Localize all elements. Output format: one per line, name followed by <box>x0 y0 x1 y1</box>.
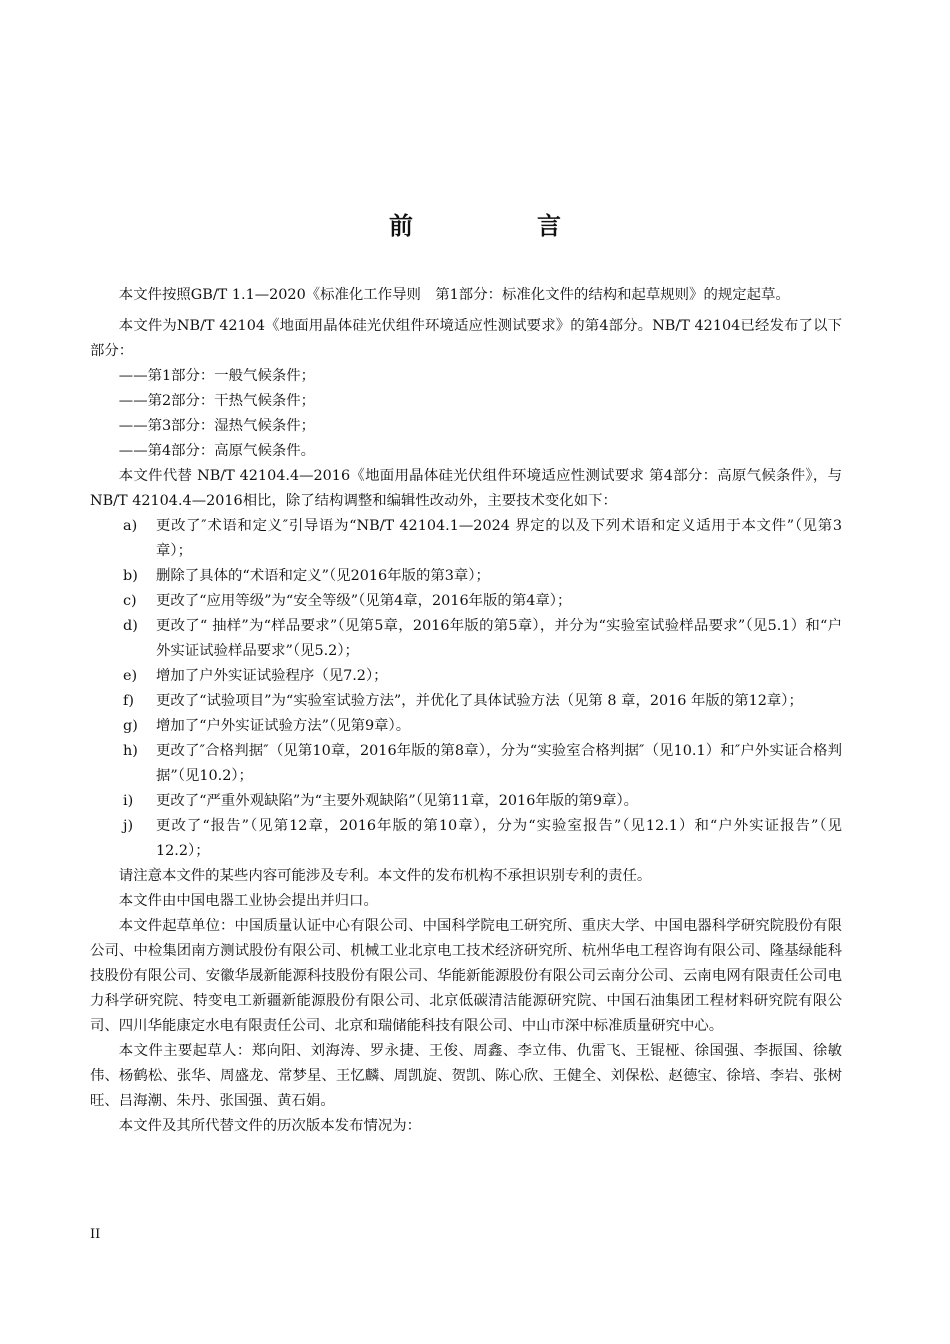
change-marker: j) <box>123 818 134 834</box>
change-item <box>90 589 842 614</box>
change-text: 删除了具体的“术语和定义”（见2016年版的第3章）； <box>156 568 490 584</box>
paragraph-replaces: 本文件代替 NB/T 42104.4—2016《地面用晶体硅光伏组件环境适应性测试要求 第4部分：高原气候条件》，与NB/T 42104.4—2016相比，除了结构调整和编辑性改动外，主要技术变化如下： <box>90 468 842 509</box>
part-item: ——第1部分：一般气候条件； <box>118 368 316 384</box>
change-item <box>90 664 842 689</box>
change-item <box>90 689 842 714</box>
change-text: 更改了“应用等级”为“安全等级”（见第4章，2016年版的第4章）； <box>156 593 572 609</box>
change-text: 更改了″术语和定义″引导语为“NB/T 42104.1—2024 界定的以及下列术语和定义适用于本文件”（见第3章）； <box>156 518 842 559</box>
change-text: 增加了“户外实证试验方法”（见第9章）。 <box>156 718 411 734</box>
page-number: II <box>90 1227 101 1242</box>
change-marker: g) <box>123 718 138 734</box>
change-text: 更改了“报告”（见第12章，2016年版的第10章），分为“实验室报告”（见12.1）和“户外实证报告”（见12.2）； <box>156 818 842 859</box>
part-item: ——第2部分：干热气候条件； <box>118 393 316 409</box>
changes-list <box>90 514 842 864</box>
change-item <box>90 789 842 814</box>
change-text: 增加了户外实证试验程序（见7.2）； <box>156 668 388 684</box>
change-item <box>90 614 842 664</box>
paragraph-drafting-rules: 本文件按照GB/T 1.1—2020《标准化工作导则 第1部分：标准化文件的结构和起草规则》的规定起草。 <box>118 287 790 303</box>
change-marker: i) <box>123 793 134 809</box>
paragraph-drafting-units: 本文件起草单位：中国质量认证中心有限公司、中国科学院电工研究所、重庆大学、中国电器科学研究院股份有限公司、中检集团南方测试股份有限公司、机械工业北京电工技术经济研究所、杭州华电工程咨询有限公司、隆基绿能科技股份有限公司、安徽华晟新能源科技股份有限公司、华能新能源股份有限公司云南分公司、云南电网有限责任公司电力科学研究院、特变电工新疆新能源股份有限公司、北京低碳清洁能源研究院、中国石油集团工程材料研究院有限公司、四川华能康定水电有限责任公司、北京和瑞储能科技有限公司、中山市深中标准质量研究中心。 <box>90 918 842 1034</box>
change-marker: a) <box>123 518 138 534</box>
page-title: 前 言 <box>389 212 611 240</box>
change-text: 更改了“严重外观缺陷”为“主要外观缺陷”（见第11章，2016年版的第9章）。 <box>156 793 639 809</box>
change-text: 更改了“试验项目”为“实验室试验方法”，并优化了具体试验方法（见第 8 章，2016 年版的第12章）； <box>156 693 803 709</box>
change-item <box>90 814 842 864</box>
document-body <box>90 283 842 1139</box>
change-item <box>90 714 842 739</box>
change-item <box>90 564 842 589</box>
paragraph-patent-notice: 请注意本文件的某些内容可能涉及专利。本文件的发布机构不承担识别专利的责任。 <box>118 868 652 884</box>
paragraph-drafters: 本文件主要起草人：郑向阳、刘海涛、罗永捷、王俊、周鑫、李立伟、仇雷飞、王锟桠、徐国强、李振国、徐敏伟、杨鹤松、张华、周盛龙、常梦星、王忆麟、周凯旋、贺凯、陈心欣、王健全、刘保松、赵德宝、徐培、李岩、张树旺、吕海潮、朱丹、张国强、黄石娟。 <box>90 1043 842 1109</box>
part-item: ——第4部分：高原气候条件。 <box>118 443 316 459</box>
change-marker: e) <box>123 668 138 684</box>
change-marker: b) <box>123 568 138 584</box>
change-marker: h) <box>123 743 138 759</box>
change-text: 更改了″合格判据″（见第10章，2016年版的第8章），分为“实验室合格判据″（见10.1）和″户外实证合格判据”（见10.2）； <box>156 743 842 784</box>
part-item: ——第3部分：湿热气候条件； <box>118 418 316 434</box>
change-text: 更改了“ 抽样”为“样品要求”（见第5章，2016年版的第5章），并分为“实验室试验样品要求”（见5.1）和“户外实证试验样品要求”（见5.2）； <box>156 618 842 659</box>
paragraph-version-history: 本文件及其所代替文件的历次版本发布情况为： <box>118 1118 422 1134</box>
change-item <box>90 739 842 789</box>
parts-list <box>90 364 842 464</box>
change-marker: c) <box>123 593 137 609</box>
change-marker: d) <box>123 618 138 634</box>
change-item <box>90 514 842 564</box>
paragraph-proposed-by: 本文件由中国电器工业协会提出并归口。 <box>118 893 378 909</box>
paragraph-part-of-series: 本文件为NB/T 42104《地面用晶体硅光伏组件环境适应性测试要求》的第4部分。NB/T 42104已经发布了以下部分： <box>90 318 842 359</box>
change-marker: f) <box>123 693 134 709</box>
